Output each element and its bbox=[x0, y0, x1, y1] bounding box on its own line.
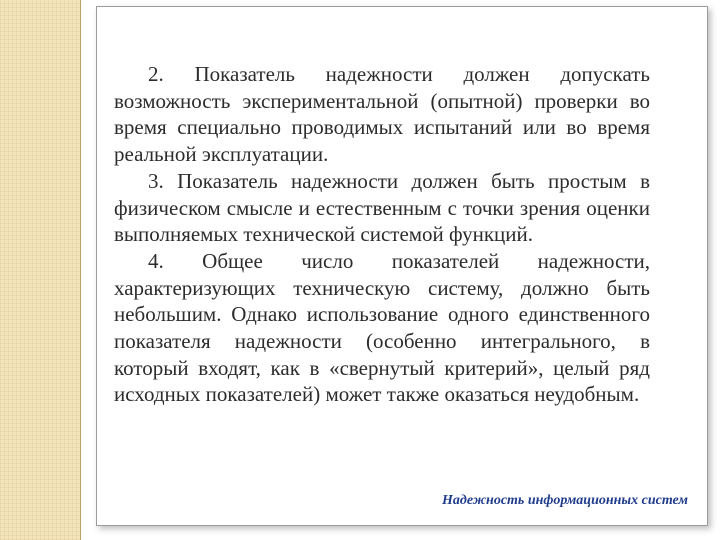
paragraph-2: 2. Показатель надежности должен допускать возможность экспериментальной (опытной) проверки во время специально проводимых испытаний или во время реальной эксплуатации. bbox=[114, 62, 650, 167]
slide-body-text bbox=[114, 61, 650, 408]
decorative-side-strip bbox=[0, 0, 81, 540]
slide-footer: Надежность информационных систем bbox=[442, 493, 688, 508]
paragraph-4: 4. Общее число показателей надежности, характеризующих техническую систему, должно быть небольшим. Однако использование одного единственного показателя надежности (особенно интегрального, в который входят, как в «свернутый критерий», целый ряд исходных показателей) может также оказаться неудобным. bbox=[114, 248, 650, 407]
paragraph-3: 3. Показатель надежности должен быть простым в физическом смысле и естественным с точки зрения оценки выполняемых технической системой функций. bbox=[114, 168, 650, 247]
